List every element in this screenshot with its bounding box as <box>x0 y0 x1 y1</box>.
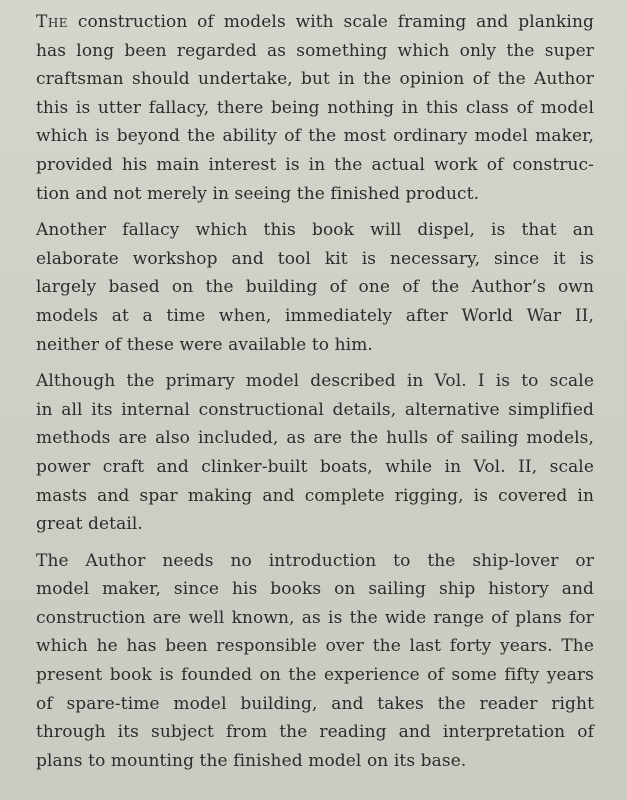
text-line: neither of these were available to him. <box>36 334 373 355</box>
lead-word: The <box>36 12 69 32</box>
text-line: The construction of models with scale framing and planking <box>36 12 594 32</box>
text-line: tion and not merely in seeing the finished product. <box>36 183 480 204</box>
text-line: construction are well known, as is the wide range of plans for <box>36 607 594 628</box>
paragraph-1 <box>36 8 594 208</box>
text-line: Although the primary model described in Vol. I is to scale <box>36 371 594 392</box>
text-line: present book is founded on the experience of some fifty years <box>36 665 594 686</box>
text-line: methods are also included, as are the hulls of sailing models, <box>36 428 594 449</box>
text-line: this is utter fallacy, there being nothing in this class of model <box>36 97 594 118</box>
page-text <box>36 8 594 783</box>
text-line: has long been regarded as something which only the super <box>36 40 594 61</box>
text-line: great detail. <box>36 514 143 535</box>
text-line: The Author needs no introduction to the ship-lover or <box>36 550 594 571</box>
text-line: through its subject from the reading and interpretation of <box>36 722 594 743</box>
text-line: which he has been responsible over the last forty years. The <box>36 636 594 657</box>
text-line: of spare-time model building, and takes the reader right <box>36 693 594 714</box>
text-line: models at a time when, immediately after World War II, <box>36 305 594 326</box>
paragraph-3 <box>36 367 594 539</box>
text-line: model maker, since his books on sailing ship history and <box>36 579 594 600</box>
paragraph-4 <box>36 547 594 776</box>
text-line: Another fallacy which this book will dispel, is that an <box>36 220 594 241</box>
text-line: plans to mounting the finished model on its base. <box>36 750 467 771</box>
paragraph-2 <box>36 216 594 359</box>
text-line: provided his main interest is in the actual work of construc- <box>36 154 594 175</box>
text-line: power craft and clinker-built boats, while in Vol. II, scale <box>36 456 594 477</box>
text-line: masts and spar making and complete rigging, is covered in <box>36 485 594 506</box>
text-line: largely based on the building of one of the Author’s own <box>36 277 594 298</box>
text-line: elaborate workshop and tool kit is necessary, since it is <box>36 248 594 269</box>
text-line: which is beyond the ability of the most ordinary model maker, <box>36 126 594 147</box>
text-line: in all its internal constructional details, alternative simplified <box>36 399 594 420</box>
text-line: craftsman should undertake, but in the opinion of the Author <box>36 69 594 90</box>
